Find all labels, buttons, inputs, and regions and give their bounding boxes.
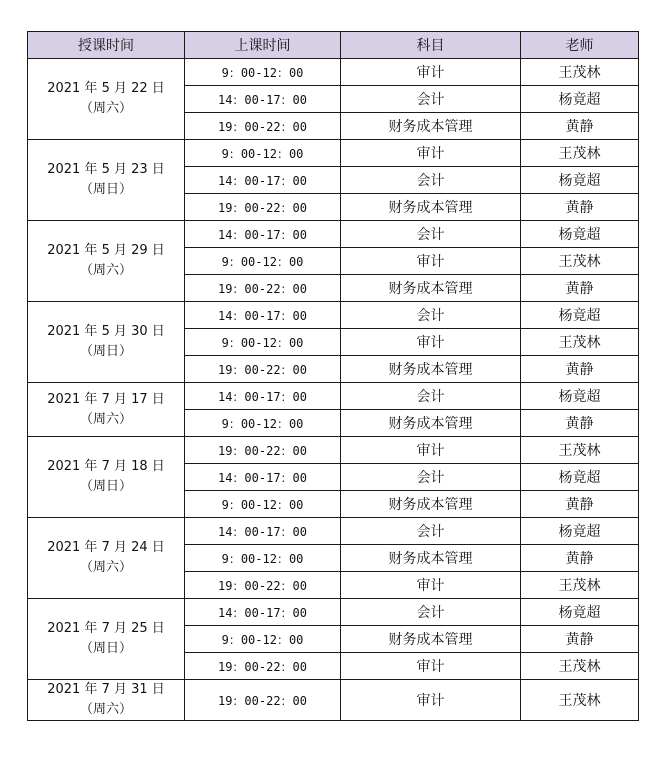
time-cell: 19：00-22：00 — [185, 356, 341, 383]
date-cell — [28, 680, 185, 721]
weekday-text: （周日） — [79, 641, 132, 656]
time-cell: 9：00-12：00 — [185, 140, 341, 167]
time-cell: 14：00-17：00 — [185, 302, 341, 329]
subject-cell: 审计 — [341, 140, 521, 167]
time-cell: 9：00-12：00 — [185, 626, 341, 653]
teacher-cell: 王茂林 — [521, 437, 639, 464]
time-cell: 9：00-12：00 — [185, 329, 341, 356]
header-teacher: 老师 — [521, 32, 639, 59]
date-cell — [28, 518, 185, 599]
schedule-body — [28, 59, 639, 721]
teacher-cell: 黄静 — [521, 410, 639, 437]
table-row — [28, 140, 639, 167]
subject-cell: 财务成本管理 — [341, 356, 521, 383]
subject-cell: 财务成本管理 — [341, 194, 521, 221]
time-cell: 19：00-22：00 — [185, 437, 341, 464]
header-subject: 科目 — [341, 32, 521, 59]
teacher-cell: 王茂林 — [521, 248, 639, 275]
date-text: 2021 年 7 月 31 日 — [47, 682, 165, 697]
date-text: 2021 年 5 月 23 日 — [47, 162, 165, 177]
table-row — [28, 518, 639, 545]
date-cell — [28, 140, 185, 221]
subject-cell: 财务成本管理 — [341, 491, 521, 518]
time-cell: 19：00-22：00 — [185, 680, 341, 721]
time-cell: 9：00-12：00 — [185, 491, 341, 518]
time-cell: 14：00-17：00 — [185, 167, 341, 194]
subject-cell: 审计 — [341, 572, 521, 599]
date-cell — [28, 437, 185, 518]
teacher-cell: 黄静 — [521, 194, 639, 221]
teacher-cell: 黄静 — [521, 545, 639, 572]
subject-cell: 财务成本管理 — [341, 626, 521, 653]
time-cell: 14：00-17：00 — [185, 518, 341, 545]
time-cell: 14：00-17：00 — [185, 86, 341, 113]
teacher-cell: 黄静 — [521, 113, 639, 140]
date-text: 2021 年 7 月 18 日 — [47, 459, 165, 474]
teacher-cell: 王茂林 — [521, 59, 639, 86]
subject-cell: 会计 — [341, 167, 521, 194]
table-row — [28, 599, 639, 626]
date-cell — [28, 221, 185, 302]
date-text: 2021 年 5 月 22 日 — [47, 81, 165, 96]
teacher-cell: 王茂林 — [521, 140, 639, 167]
time-cell: 9：00-12：00 — [185, 59, 341, 86]
teacher-cell: 杨竟超 — [521, 167, 639, 194]
date-text: 2021 年 5 月 29 日 — [47, 243, 165, 258]
subject-cell: 会计 — [341, 464, 521, 491]
subject-cell: 会计 — [341, 599, 521, 626]
weekday-text: （周日） — [79, 479, 132, 494]
subject-cell: 会计 — [341, 221, 521, 248]
subject-cell: 审计 — [341, 437, 521, 464]
date-cell — [28, 302, 185, 383]
subject-cell: 审计 — [341, 329, 521, 356]
time-cell: 9：00-12：00 — [185, 248, 341, 275]
header-teaching-date: 授课时间 — [28, 32, 185, 59]
date-cell — [28, 59, 185, 140]
teacher-cell: 王茂林 — [521, 653, 639, 680]
header-class-time: 上课时间 — [185, 32, 341, 59]
teacher-cell: 杨竟超 — [521, 518, 639, 545]
teacher-cell: 杨竟超 — [521, 302, 639, 329]
date-text: 2021 年 5 月 30 日 — [47, 324, 165, 339]
subject-cell: 会计 — [341, 86, 521, 113]
table-row — [28, 383, 639, 410]
time-cell: 19：00-22：00 — [185, 653, 341, 680]
time-cell: 19：00-22：00 — [185, 194, 341, 221]
teacher-cell: 杨竟超 — [521, 599, 639, 626]
date-cell — [28, 599, 185, 680]
date-cell — [28, 383, 185, 437]
subject-cell: 财务成本管理 — [341, 545, 521, 572]
teacher-cell: 杨竟超 — [521, 221, 639, 248]
subject-cell: 会计 — [341, 302, 521, 329]
time-cell: 19：00-22：00 — [185, 572, 341, 599]
weekday-text: （周六） — [79, 411, 132, 427]
subject-cell: 审计 — [341, 59, 521, 86]
weekday-text: （周六） — [79, 101, 132, 116]
subject-cell: 会计 — [341, 518, 521, 545]
teacher-cell: 杨竟超 — [521, 464, 639, 491]
weekday-text: （周日） — [79, 182, 132, 197]
subject-cell: 财务成本管理 — [341, 410, 521, 437]
subject-cell: 财务成本管理 — [341, 113, 521, 140]
time-cell: 19：00-22：00 — [185, 275, 341, 302]
table-row — [28, 59, 639, 86]
time-cell: 14：00-17：00 — [185, 464, 341, 491]
subject-cell: 审计 — [341, 248, 521, 275]
teacher-cell: 杨竟超 — [521, 383, 639, 410]
teacher-cell: 杨竟超 — [521, 86, 639, 113]
teacher-cell: 王茂林 — [521, 680, 639, 721]
time-cell: 9：00-12：00 — [185, 545, 341, 572]
weekday-text: （周日） — [79, 344, 132, 359]
time-cell: 14：00-17：00 — [185, 221, 341, 248]
date-text: 2021 年 7 月 24 日 — [47, 540, 165, 555]
time-cell: 9：00-12：00 — [185, 410, 341, 437]
subject-cell: 审计 — [341, 680, 521, 721]
date-text: 2021 年 7 月 25 日 — [47, 621, 165, 636]
table-row — [28, 221, 639, 248]
teacher-cell: 黄静 — [521, 491, 639, 518]
time-cell: 19：00-22：00 — [185, 113, 341, 140]
teacher-cell: 黄静 — [521, 626, 639, 653]
weekday-text: （周六） — [79, 702, 132, 717]
subject-cell: 会计 — [341, 383, 521, 410]
teacher-cell: 黄静 — [521, 356, 639, 383]
table-row — [28, 437, 639, 464]
time-cell: 14：00-17：00 — [185, 383, 341, 410]
header-row — [28, 32, 639, 59]
subject-cell: 审计 — [341, 653, 521, 680]
weekday-text: （周六） — [79, 263, 132, 278]
weekday-text: （周六） — [79, 560, 132, 575]
table-row — [28, 680, 639, 721]
date-text: 2021 年 7 月 17 日 — [47, 391, 165, 407]
subject-cell: 财务成本管理 — [341, 275, 521, 302]
teacher-cell: 王茂林 — [521, 572, 639, 599]
teacher-cell: 王茂林 — [521, 329, 639, 356]
time-cell: 14：00-17：00 — [185, 599, 341, 626]
table-row — [28, 302, 639, 329]
schedule-table — [27, 31, 639, 721]
teacher-cell: 黄静 — [521, 275, 639, 302]
